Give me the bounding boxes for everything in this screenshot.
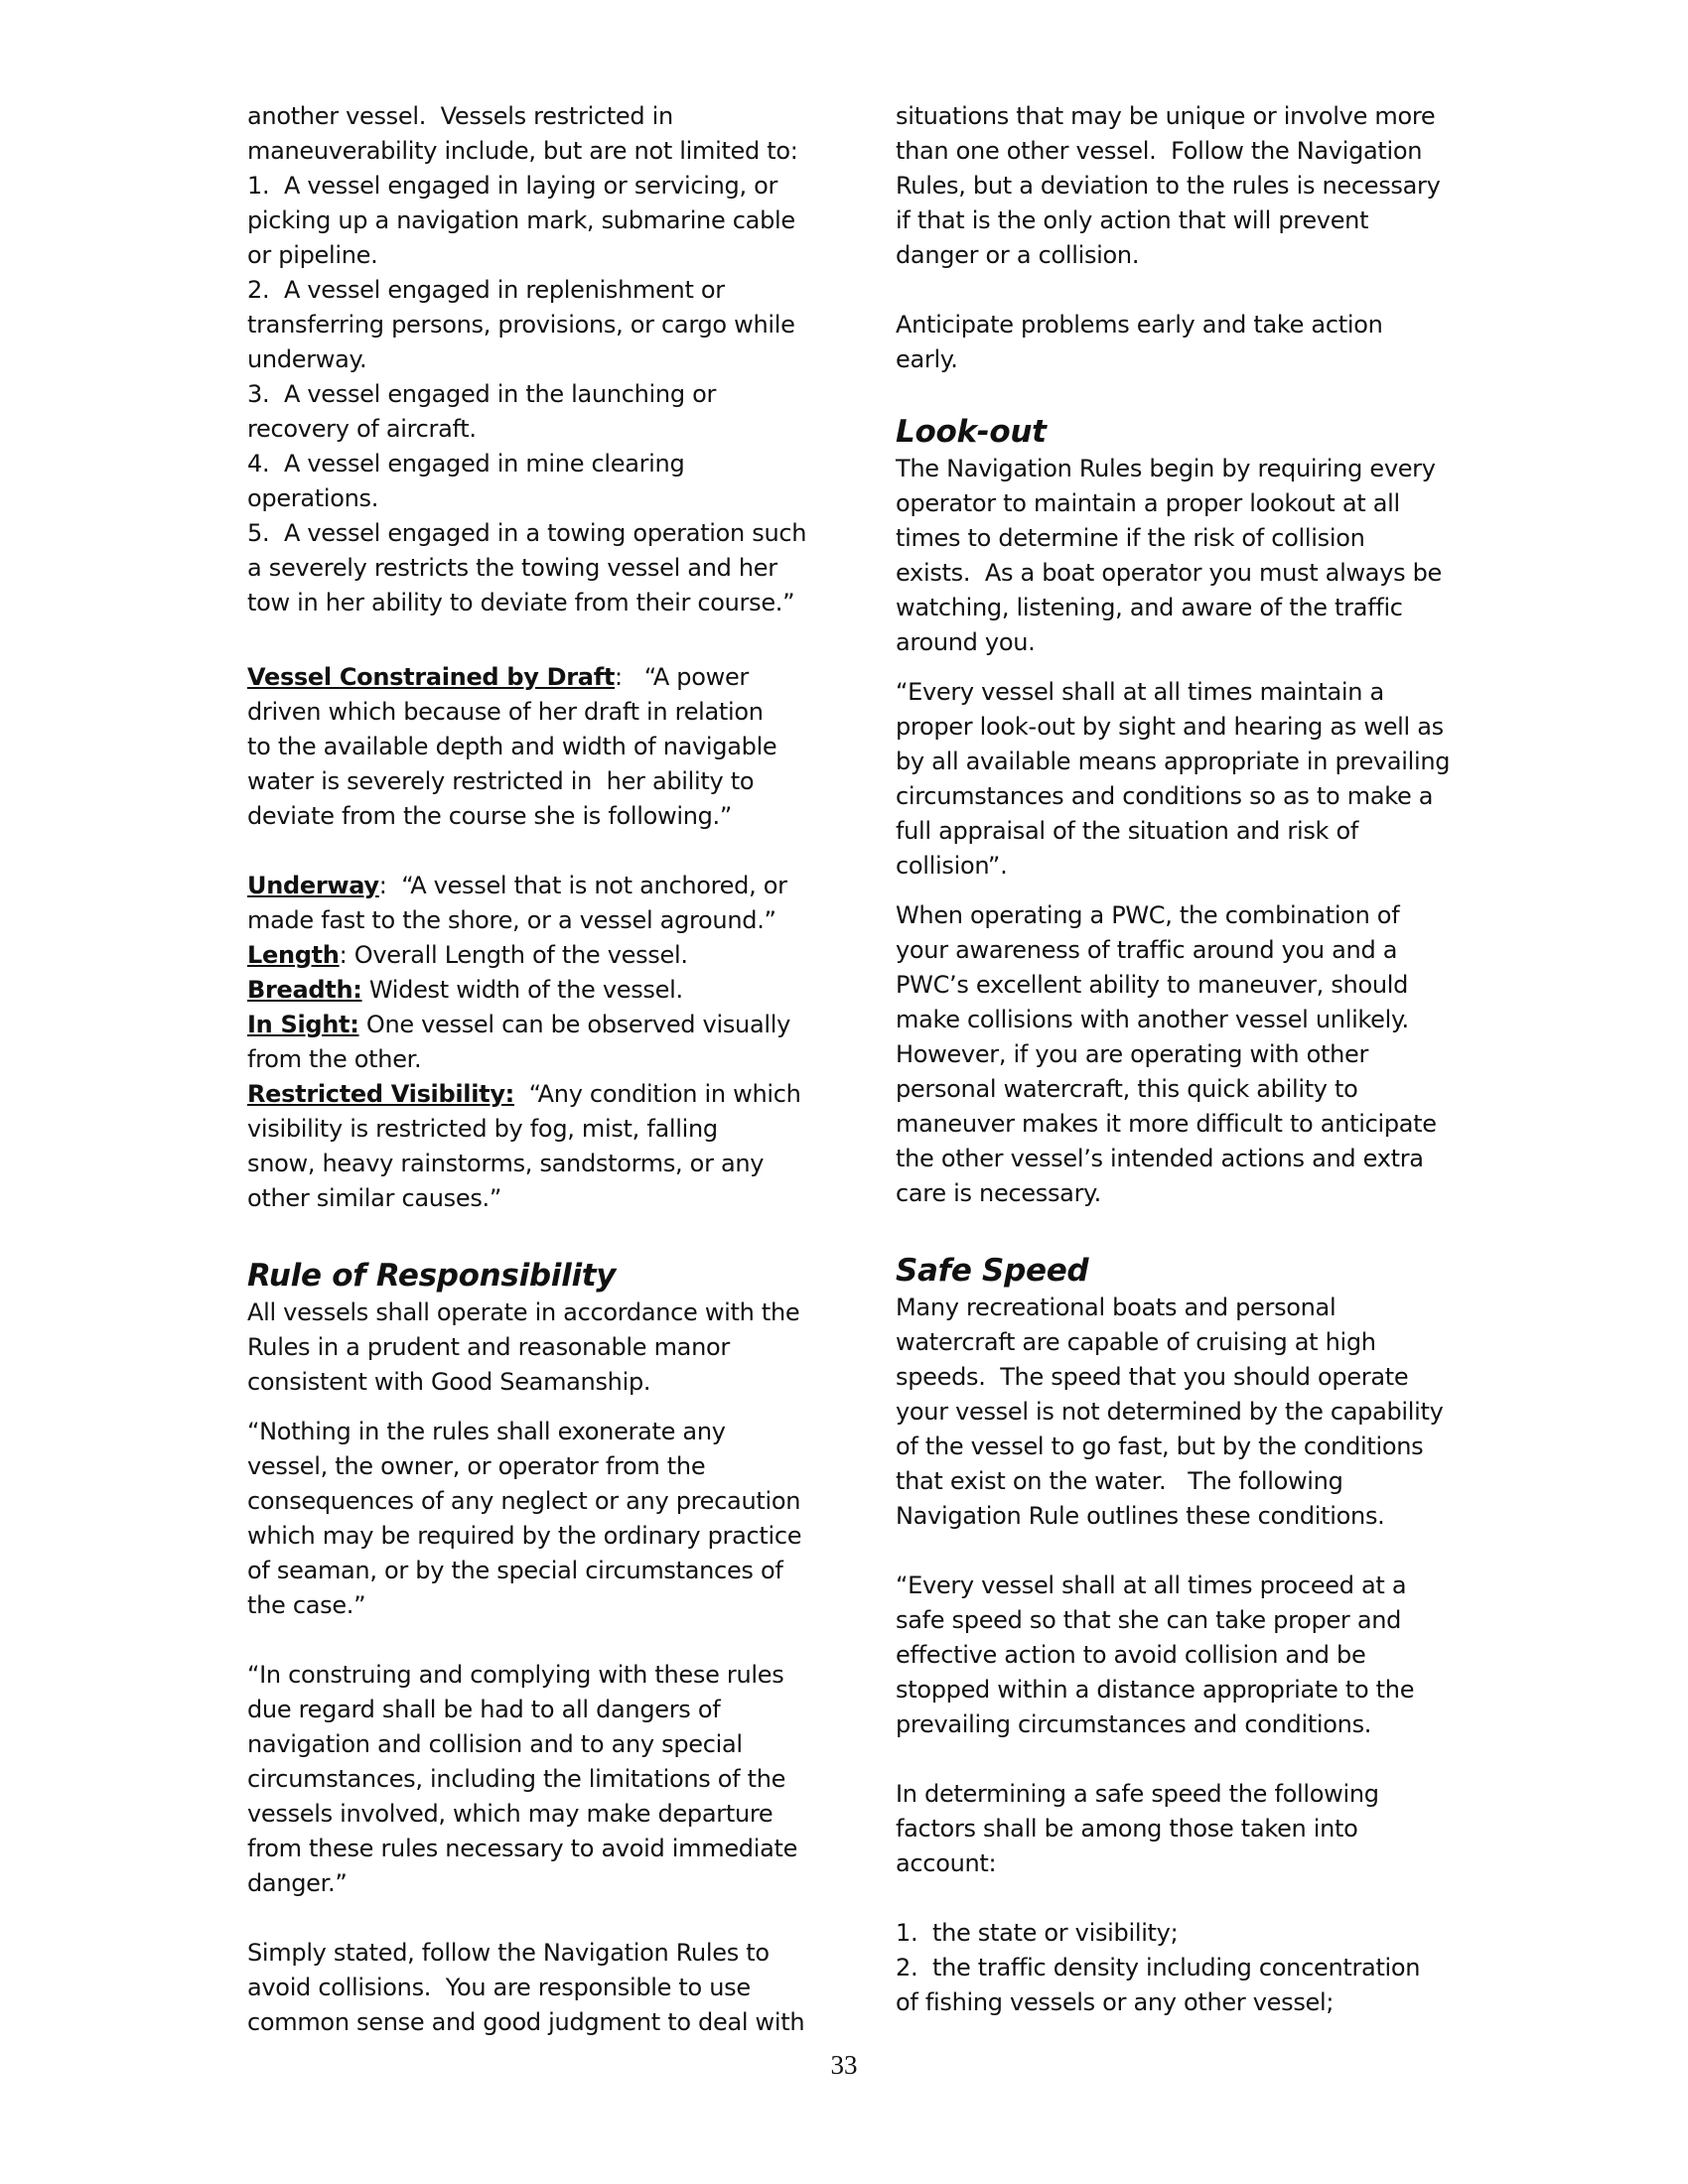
definition-underway [247,869,828,938]
definition-text: One vessel can be observed visually [358,1011,790,1038]
definition-in-sight [247,1008,828,1077]
lookout-paragraph-1 [896,452,1477,660]
spacer [896,273,1477,308]
text-line: to the available depth and width of navigable [247,733,777,760]
definition-text: : “A vessel that is not anchored, or [378,872,787,899]
text-line: of seaman, or by the special circumstances of [247,1557,783,1584]
text-line: underway. [247,345,367,373]
spacer [896,884,1477,898]
text-line: watching, listening, and aware of the traffic [896,594,1403,621]
text-line [247,938,828,973]
text-line: When operating a PWC, the combination of [896,901,1400,929]
text-line: early. [896,345,958,373]
left-column [247,99,828,2040]
text-line: 5. A vessel engaged in a towing operation such [247,519,807,547]
heading-look-out: Look-out [896,414,1047,450]
text-line: your awareness of traffic around you and a [896,936,1398,964]
text-line: times to determine if the risk of collision [896,524,1365,552]
text-line: water is severely restricted in her ability to [247,767,755,795]
safe-speed-paragraph-1 [896,1291,1477,1534]
heading-rule-of-responsibility: Rule of Responsibility [247,1258,617,1294]
text-line: common sense and good judgment to deal with [247,2008,805,2036]
term-in-sight: In Sight: [247,1011,359,1038]
text-line: by all available means appropriate in prevailing [896,748,1451,775]
spacer [896,1534,1477,1569]
spacer [247,620,828,660]
definition-text: : “A power [615,663,749,691]
text-line: operator to maintain a proper lookout at all [896,489,1400,517]
safe-speed-factor-list [896,1916,1477,2020]
text-line: situations that may be unique or involve more [896,102,1436,130]
text-line: Simply stated, follow the Navigation Rules to [247,1939,770,1967]
spacer [896,1881,1477,1916]
definition-restricted-visibility [247,1077,828,1216]
responsibility-paragraph-3 [247,1658,828,1901]
spacer [247,1400,828,1415]
text-line: account: [896,1849,997,1877]
text-line [247,869,828,903]
list-item: 1. the state or visibility; [896,1919,1179,1947]
text-line: of the vessel to go fast, but by the conditions [896,1433,1424,1460]
text-line: the other vessel’s intended actions and extra [896,1145,1424,1172]
text-line: around you. [896,628,1036,656]
text-line: 4. A vessel engaged in mine clearing [247,450,685,478]
text-line: make collisions with another vessel unlikely. [896,1006,1409,1033]
definition-text: “Any condition in which [513,1080,801,1108]
text-line: that exist on the water. The following [896,1467,1343,1495]
text-line [247,660,828,695]
text-line: driven which because of her draft in relation [247,698,764,726]
text-line: other similar causes.” [247,1184,502,1212]
anticipate-paragraph [896,308,1477,377]
text-line: 2. A vessel engaged in replenishment or [247,276,725,304]
text-line: proper look-out by sight and hearing as well as [896,713,1444,741]
text-line: “Nothing in the rules shall exonerate any [247,1418,726,1445]
text-line: another vessel. Vessels restricted in [247,102,673,130]
text-line: full appraisal of the situation and risk of [896,817,1359,845]
text-line: However, if you are operating with other [896,1040,1369,1068]
text-line: transferring persons, provisions, or cargo while [247,311,795,339]
text-line: Anticipate problems early and take action [896,311,1383,339]
text-line: personal watercraft, this quick ability to [896,1075,1358,1103]
text-line: exists. As a boat operator you must always be [896,559,1443,587]
safe-speed-paragraph-3 [896,1777,1477,1881]
text-line: 1. A vessel engaged in laying or servicing, or [247,172,778,200]
text-line: In determining a safe speed the following [896,1780,1379,1808]
text-line: “Every vessel shall at all times maintain a [896,678,1384,706]
text-line: consistent with Good Seamanship. [247,1368,651,1396]
restricted-maneuverability-list [247,99,828,620]
text-line: due regard shall be had to all dangers of [247,1696,721,1723]
lookout-paragraph-2 [896,675,1477,884]
text-line: collision”. [896,852,1008,880]
term-length: Length [247,941,340,969]
spacer [247,1901,828,1936]
text-line: maneuverability include, but are not limited to: [247,137,798,165]
text-line: a severely restricts the towing vessel and her [247,554,777,582]
text-line: PWC’s excellent ability to maneuver, should [896,971,1409,999]
spacer [247,1623,828,1658]
text-line: Rules, but a deviation to the rules is necessary [896,172,1441,200]
text-line: avoid collisions. You are responsible to use [247,1974,751,2001]
list-item: of fishing vessels or any other vessel; [896,1988,1335,2016]
definition-text: Widest width of the vessel. [361,976,683,1004]
text-line: Rules in a prudent and reasonable manor [247,1333,730,1361]
text-line: “Every vessel shall at all times proceed at a [896,1571,1407,1599]
text-line: from the other. [247,1045,422,1073]
text-line: your vessel is not determined by the capability [896,1398,1444,1426]
text-line: “In construing and complying with these rules [247,1661,784,1689]
term-underway: Underway [247,872,379,899]
definition-text: : Overall Length of the vessel. [339,941,688,969]
spacer [896,1742,1477,1777]
safe-speed-paragraph-2 [896,1569,1477,1742]
definition-vessel-constrained-by-draft [247,660,828,834]
text-line: maneuver makes it more difficult to anticipate [896,1110,1437,1138]
text-line: danger or a collision. [896,241,1140,269]
heading-safe-speed: Safe Speed [896,1253,1089,1289]
text-line: safe speed so that she can take proper and [896,1606,1402,1634]
spacer [896,377,1477,412]
text-line: navigation and collision and to any special [247,1730,743,1758]
text-line: prevailing circumstances and conditions. [896,1710,1372,1738]
responsibility-paragraph-1 [247,1296,828,1400]
responsibility-paragraph-4 [247,1936,828,2040]
text-line: circumstances, including the limitations of the [247,1765,786,1793]
text-line: operations. [247,484,379,512]
term-restricted-visibility: Restricted Visibility: [247,1080,514,1108]
text-line: deviate from the course she is following.” [247,802,733,830]
text-line: care is necessary. [896,1179,1101,1207]
definition-length [247,938,828,973]
text-line: factors shall be among those taken into [896,1815,1358,1843]
responsibility-continued [896,99,1477,273]
spacer [247,1216,828,1256]
text-line: the case.” [247,1591,366,1619]
text-line: vessel, the owner, or operator from the [247,1452,706,1480]
spacer [247,834,828,869]
text-line: which may be required by the ordinary practice [247,1522,802,1550]
responsibility-paragraph-2 [247,1415,828,1623]
text-line: picking up a navigation mark, submarine cable [247,206,795,234]
spacer [896,1211,1477,1251]
text-line [247,973,828,1008]
text-line: danger.” [247,1869,348,1897]
text-line: effective action to avoid collision and be [896,1641,1366,1669]
list-item: 2. the traffic density including concentration [896,1954,1421,1981]
text-line [247,1008,828,1042]
text-line: vessels involved, which may make departure [247,1800,774,1828]
page-number: 33 [830,2050,858,2080]
text-line: made fast to the shore, or a vessel aground.” [247,906,776,934]
text-line: All vessels shall operate in accordance with the [247,1298,800,1326]
definition-breadth [247,973,828,1008]
text-line: Navigation Rule outlines these conditions. [896,1502,1385,1530]
text-line: Many recreational boats and personal [896,1294,1336,1321]
text-line: watercraft are capable of cruising at high [896,1328,1376,1356]
text-line: recovery of aircraft. [247,415,477,443]
text-line: if that is the only action that will prevent [896,206,1369,234]
text-line: speeds. The speed that you should operate [896,1363,1409,1391]
text-line: consequences of any neglect or any precaution [247,1487,801,1515]
spacer [896,660,1477,675]
lookout-paragraph-3 [896,898,1477,1211]
text-line: stopped within a distance appropriate to the [896,1676,1415,1704]
text-line: circumstances and conditions so as to make a [896,782,1434,810]
text-line: visibility is restricted by fog, mist, falling [247,1115,718,1143]
text-line: The Navigation Rules begin by requiring every [896,455,1436,482]
text-line: or pipeline. [247,241,378,269]
text-line: 3. A vessel engaged in the launching or [247,380,717,408]
text-line: snow, heavy rainstorms, sandstorms, or any [247,1150,765,1177]
right-column [896,99,1477,2020]
text-line: from these rules necessary to avoid immediate [247,1835,798,1862]
text-line: tow in her ability to deviate from their course.” [247,589,795,616]
text-line [247,1077,828,1112]
term-vessel-constrained-by-draft: Vessel Constrained by Draft [247,663,616,691]
term-breadth: Breadth: [247,976,362,1004]
text-line: than one other vessel. Follow the Navigation [896,137,1423,165]
